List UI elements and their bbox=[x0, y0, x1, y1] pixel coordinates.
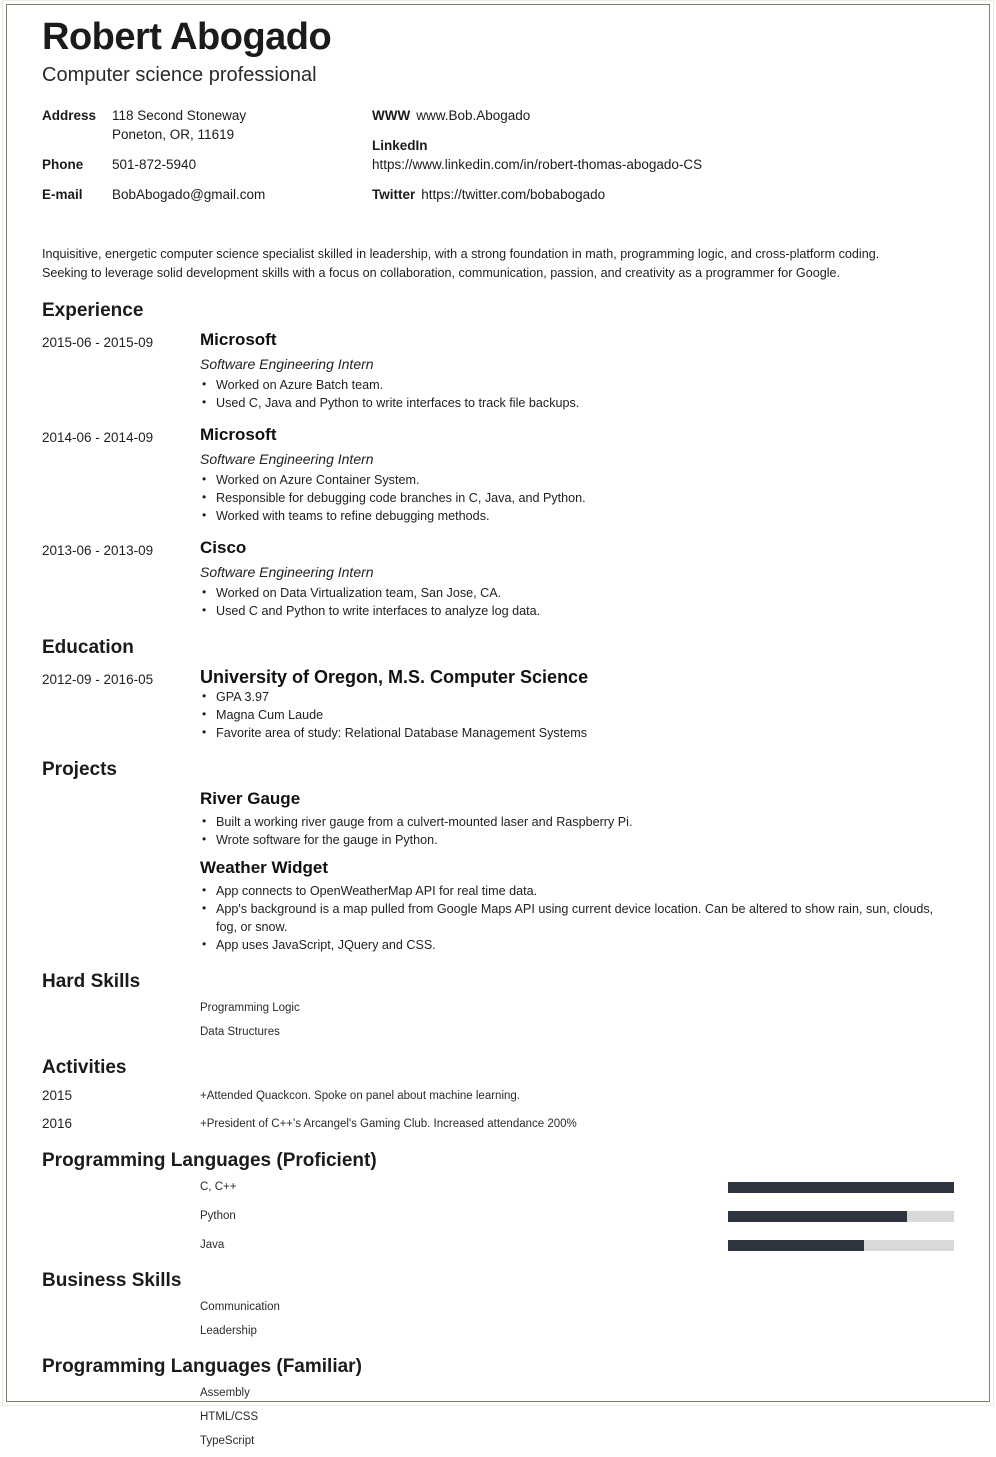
phone-value[interactable]: 501-872-5940 bbox=[112, 157, 197, 172]
activity-entry bbox=[42, 1086, 954, 1105]
activity-entry bbox=[42, 1114, 954, 1133]
twitter-label: Twitter bbox=[372, 187, 416, 202]
business-skills-list bbox=[200, 1299, 954, 1339]
list-item: Assembly bbox=[200, 1387, 250, 1399]
resume-header bbox=[42, 14, 954, 88]
project-entry bbox=[200, 857, 954, 954]
linkedin-value[interactable]: https://www.linkedin.com/in/robert-thomas-abogado-CS bbox=[372, 157, 703, 172]
list-item: • Worked on Azure Container System. bbox=[200, 471, 954, 489]
skill-rating-row bbox=[200, 1208, 954, 1224]
list-item: • Worked on Data Virtualization team, San Jose, CA. bbox=[200, 584, 954, 602]
skill-label: Java bbox=[200, 1239, 225, 1251]
experience-dates: 2013-06 - 2013-09 bbox=[42, 543, 154, 558]
skill-rating-row bbox=[200, 1179, 954, 1195]
project-bullets bbox=[200, 813, 954, 849]
list-item: Data Structures bbox=[200, 1026, 280, 1038]
address-value bbox=[112, 106, 372, 144]
project-entry bbox=[200, 788, 954, 849]
experience-organization: Microsoft bbox=[200, 330, 277, 349]
section-title-activities: Activities bbox=[42, 1057, 127, 1078]
resume-content bbox=[42, 14, 954, 1457]
phone-label: Phone bbox=[42, 157, 84, 172]
experience-details bbox=[200, 329, 954, 412]
skill-label: Python bbox=[200, 1210, 236, 1222]
list-item: Programming Logic bbox=[200, 1002, 300, 1014]
education-dates: 2012-09 - 2016-05 bbox=[42, 672, 154, 687]
experience-role: Software Engineering Intern bbox=[200, 451, 374, 467]
list-item: • Worked with teams to refine debugging methods. bbox=[200, 507, 954, 525]
list-item: • App connects to OpenWeatherMap API for real time data. bbox=[200, 882, 954, 900]
hard-skills-list bbox=[200, 1000, 954, 1040]
activity-year: 2016 bbox=[42, 1116, 73, 1131]
professional-summary: Inquisitive, energetic computer science specialist skilled in leadership, with a strong foundation in math, programming logic, and cross-platform coding. Seeking to leverage solid development skills with a focus on collaboration, communication, passion, and creativity as a programmer for Google. bbox=[42, 247, 880, 280]
list-item: • Responsible for debugging code branches in C, Java, and Python. bbox=[200, 489, 954, 507]
address-line-1: 118 Second Stoneway bbox=[112, 108, 247, 123]
experience-entry bbox=[42, 537, 954, 620]
list-item: • GPA 3.97 bbox=[200, 688, 954, 706]
skill-label: C, C++ bbox=[200, 1181, 237, 1193]
list-item: Leadership bbox=[200, 1325, 257, 1337]
section-activities bbox=[42, 1056, 954, 1133]
education-details bbox=[200, 666, 954, 742]
section-title-education: Education bbox=[42, 637, 134, 658]
skill-bar-track bbox=[728, 1211, 954, 1222]
section-projects bbox=[42, 758, 954, 954]
contact-column-right bbox=[372, 106, 792, 215]
section-title-programming-proficient: Programming Languages (Proficient) bbox=[42, 1150, 377, 1171]
section-business-skills bbox=[42, 1269, 954, 1339]
skill-bar-track bbox=[728, 1182, 954, 1193]
section-title-programming-familiar: Programming Languages (Familiar) bbox=[42, 1356, 362, 1377]
contact-block bbox=[42, 106, 954, 215]
email-value[interactable]: BobAbogado@gmail.com bbox=[112, 187, 266, 202]
experience-entry bbox=[42, 329, 954, 412]
skill-bar-track bbox=[728, 1240, 954, 1251]
contact-address-row bbox=[42, 106, 372, 144]
section-title-experience: Experience bbox=[42, 300, 144, 321]
candidate-tagline: Computer science professional bbox=[42, 64, 317, 86]
experience-bullets bbox=[200, 376, 954, 412]
list-item: • App's background is a map pulled from Google Maps API using current device location. Can be altered to show rain, sun, clouds, fog, or snow. bbox=[200, 900, 954, 936]
contact-www-row bbox=[372, 106, 792, 125]
experience-bullets bbox=[200, 471, 954, 525]
skill-rating-row bbox=[200, 1237, 954, 1253]
experience-role: Software Engineering Intern bbox=[200, 356, 374, 372]
list-item: • Wrote software for the gauge in Python. bbox=[200, 831, 954, 849]
skill-bar-fill bbox=[728, 1182, 954, 1193]
experience-role: Software Engineering Intern bbox=[200, 564, 374, 580]
section-title-business-skills: Business Skills bbox=[42, 1270, 182, 1291]
contact-column-left bbox=[42, 106, 372, 215]
education-institution: University of Oregon, M.S. Computer Science bbox=[200, 667, 589, 687]
section-programming-familiar bbox=[42, 1355, 954, 1449]
experience-dates: 2014-06 - 2014-09 bbox=[42, 430, 154, 445]
experience-organization: Cisco bbox=[200, 538, 247, 557]
experience-organization: Microsoft bbox=[200, 425, 277, 444]
list-item: • Used C, Java and Python to write interfaces to track file backups. bbox=[200, 394, 954, 412]
familiar-languages-list bbox=[200, 1385, 954, 1449]
experience-dates: 2015-06 - 2015-09 bbox=[42, 335, 154, 350]
section-title-projects: Projects bbox=[42, 759, 117, 780]
section-title-hard-skills: Hard Skills bbox=[42, 971, 141, 992]
activity-year: 2015 bbox=[42, 1088, 73, 1103]
www-value[interactable]: www.Bob.Abogado bbox=[416, 108, 531, 123]
contact-phone-row bbox=[42, 155, 372, 174]
linkedin-label: LinkedIn bbox=[372, 138, 428, 153]
list-item: • Built a working river gauge from a culvert-mounted laser and Raspberry Pi. bbox=[200, 813, 954, 831]
skill-bar-fill bbox=[728, 1240, 864, 1251]
list-item: HTML/CSS bbox=[200, 1411, 259, 1423]
education-entry bbox=[42, 666, 954, 742]
projects-list bbox=[200, 788, 954, 954]
list-item: • Used C and Python to write interfaces to analyze log data. bbox=[200, 602, 954, 620]
experience-details bbox=[200, 424, 954, 525]
list-item: TypeScript bbox=[200, 1435, 255, 1447]
email-label: E-mail bbox=[42, 187, 83, 202]
list-item: • Favorite area of study: Relational Database Management Systems bbox=[200, 724, 954, 742]
list-item: • App uses JavaScript, JQuery and CSS. bbox=[200, 936, 954, 954]
contact-twitter-row bbox=[372, 185, 792, 204]
skill-bar-fill bbox=[728, 1211, 907, 1222]
section-experience bbox=[42, 299, 954, 620]
experience-entry bbox=[42, 424, 954, 525]
section-education bbox=[42, 636, 954, 742]
experience-details bbox=[200, 537, 954, 620]
www-label: WWW bbox=[372, 108, 411, 123]
address-line-2: Poneton, OR, 11619 bbox=[112, 127, 235, 142]
twitter-value[interactable]: https://twitter.com/bobabogado bbox=[421, 187, 606, 202]
activity-description: +Attended Quackcon. Spoke on panel about machine learning. bbox=[200, 1090, 520, 1102]
list-item: Communication bbox=[200, 1301, 280, 1313]
contact-email-row bbox=[42, 185, 372, 204]
list-item: • Magna Cum Laude bbox=[200, 706, 954, 724]
contact-linkedin-row bbox=[372, 136, 792, 174]
education-bullets bbox=[200, 688, 954, 742]
project-name: River Gauge bbox=[200, 789, 301, 808]
list-item: • Worked on Azure Batch team. bbox=[200, 376, 954, 394]
address-label: Address bbox=[42, 108, 97, 123]
activity-description: +President of C++'s Arcangel's Gaming Club. Increased attendance 200% bbox=[200, 1118, 577, 1130]
project-name: Weather Widget bbox=[200, 858, 328, 877]
section-programming-proficient bbox=[42, 1149, 954, 1253]
section-hard-skills bbox=[42, 970, 954, 1040]
experience-bullets bbox=[200, 584, 954, 620]
candidate-name: Robert Abogado bbox=[42, 16, 332, 58]
project-bullets bbox=[200, 882, 954, 954]
